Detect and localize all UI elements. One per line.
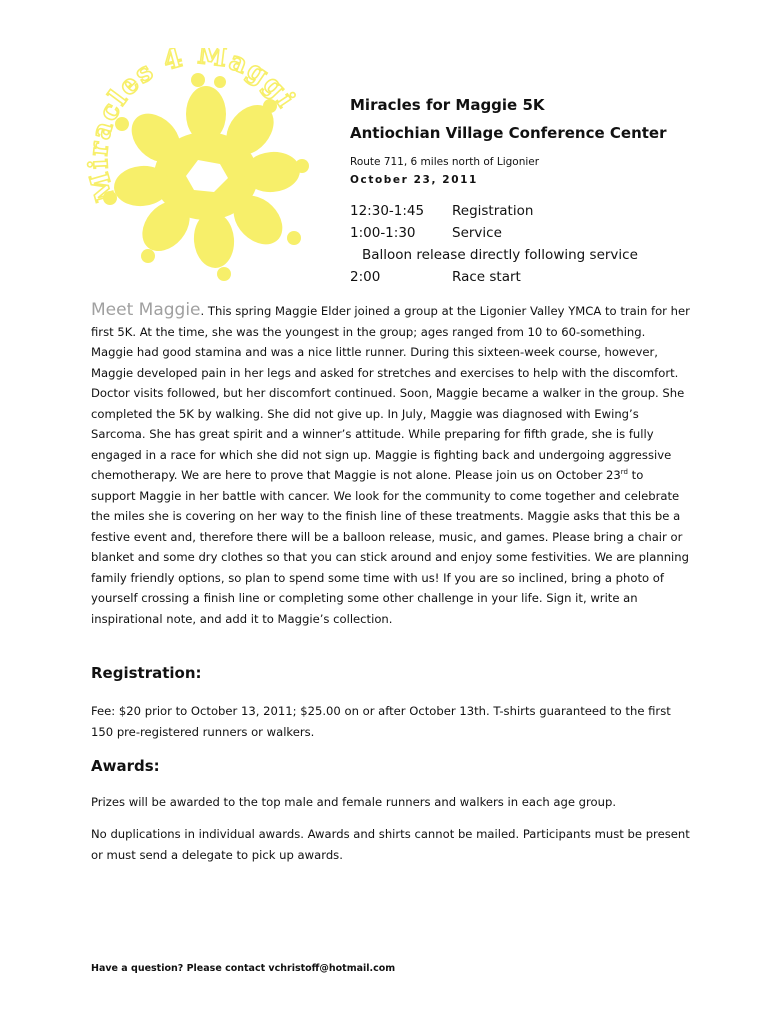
schedule-note: Balloon release directly following service	[362, 247, 638, 263]
schedule-event: Race start	[452, 269, 521, 285]
event-route: Route 711, 6 miles north of Ligonier	[350, 156, 540, 168]
meet-maggie-section	[91, 300, 691, 629]
event-date: October 23, 2011	[350, 174, 478, 186]
schedule-time: 12:30-1:45	[350, 203, 425, 219]
schedule-time: 1:00-1:30	[350, 225, 416, 241]
schedule-time: 2:00	[350, 269, 381, 285]
event-venue: Antiochian Village Conference Center	[350, 124, 667, 142]
schedule-event: Registration	[452, 203, 534, 219]
ordinal-suffix: rd	[620, 468, 628, 477]
meet-maggie-lead: Meet Maggie	[91, 300, 201, 320]
registration-text: Fee: $20 prior to October 13, 2011; $25.00 on or after October 13th. T-shirts guaranteed to the first 150 pre-registered runners or walkers.	[91, 704, 671, 739]
schedule-row	[350, 266, 730, 288]
handprint-sun-logo	[78, 48, 318, 288]
meet-maggie-text: . This spring Maggie Elder joined a group at the Ligonier Valley YMCA to train for her first 5K. At the time, she was the youngest in the group; ages ranged from 10 to 60-something. Maggie had good stamina and was a nice little runner. During this sixteen-week course, however, Maggie developed pain in her legs and asked for stretches and exercises to help with the discomfort. Doctor visits followed, but her discomfort continued. Soon, Maggie became a walker in the group. She completed the 5K by walking. She did not give up. In July, Maggie was diagnosed with Ewing’s Sarcoma. She has great spirit and a winner’s attitude. While preparing for fifth grade, she is fully engaged in a race for which she did not sign up. Maggie is fighting back and undergoing aggressive chemotherapy. We are here to prove that Maggie is not alone. Please join us on October 23	[91, 304, 690, 482]
awards-text-rules: No duplications in individual awards. Awards and shirts cannot be mailed. Participants must be present or must send a delegate to pick up awards.	[91, 827, 690, 862]
schedule	[350, 200, 730, 288]
schedule-row	[350, 200, 730, 222]
schedule-event: Service	[452, 225, 502, 241]
contact-footer: Have a question? Please contact vchristoff@hotmail.com	[91, 963, 396, 974]
schedule-row	[350, 222, 730, 244]
event-header	[350, 96, 730, 288]
awards-text-prizes: Prizes will be awarded to the top male and female runners and walkers in each age group.	[91, 795, 617, 809]
meet-maggie-text-cont: to support Maggie in her battle with cancer. We look for the community to come together and celebrate the miles she is covering on her way to the finish line of these treatments. Maggie asks that this be a festive event and, therefore there will be a balloon release, music, and games. Please bring a chair or blanket and some dry clothes so that you can stick around and enjoy some festivities. We are planning family friendly options, so plan to spend some time with us! If you are so inclined, bring a photo of yourself crossing a finish line or completing some other challenge in your life. Sign it, write an inspirational note, and add it to Maggie’s collection.	[91, 468, 689, 626]
awards-heading: Awards:	[91, 757, 160, 775]
event-title: Miracles for Maggie 5K	[350, 96, 545, 114]
registration-heading: Registration:	[91, 664, 202, 682]
meet-maggie-paragraph	[91, 300, 691, 629]
logo-arc-text: Miracles 4 Maggi	[83, 48, 302, 205]
